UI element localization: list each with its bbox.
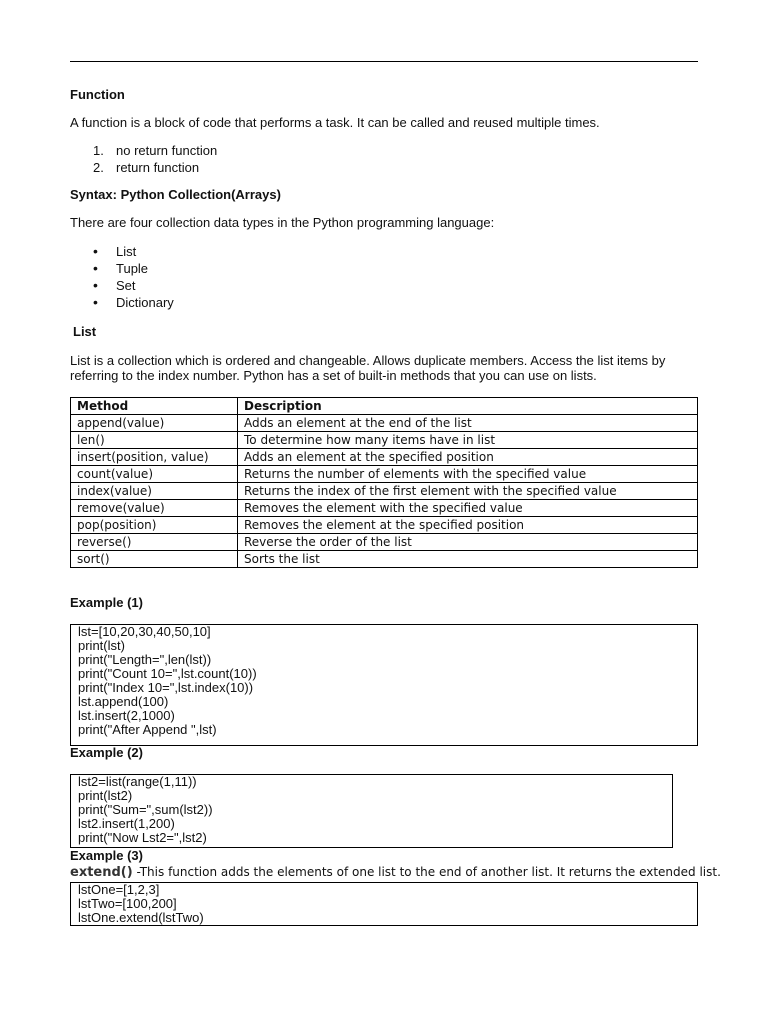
code-line: print("After Append ",lst) [78, 722, 217, 737]
code-line: lst2.insert(1,200) [78, 816, 175, 831]
list-item-text: return function [116, 160, 200, 175]
description-cell: Adds an element at the specified position [238, 449, 698, 466]
function-intro: A function is a block of code that performs a task. It can be called and reused multiple times. [70, 115, 600, 130]
extend-description [70, 864, 721, 881]
list-heading: List [73, 324, 97, 339]
description-cell: Removes the element with the specified value [238, 500, 698, 517]
method-cell: len() [71, 432, 238, 449]
table-row [71, 534, 698, 551]
list-item-text: List [116, 244, 137, 259]
table-row [71, 483, 698, 500]
code-line: print("Length=",len(lst)) [78, 652, 212, 667]
code-line: print("Index 10=",lst.index(10)) [78, 680, 254, 695]
table-row [71, 517, 698, 534]
table-header-row [71, 398, 698, 415]
code-line: print("Sum=",sum(lst2)) [78, 802, 213, 817]
method-cell: append(value) [71, 415, 238, 432]
code-line: lstOne.extend(lstTwo) [78, 910, 204, 925]
example3-code-box [70, 882, 698, 926]
example3-heading: Example (3) [70, 848, 143, 863]
list-item [93, 277, 174, 294]
function-heading: Function [70, 87, 125, 102]
method-cell: count(value) [71, 466, 238, 483]
collection-types-list [93, 243, 174, 311]
function-types-list [93, 142, 218, 176]
list-item-text: Tuple [116, 261, 149, 276]
example2-code-box [70, 774, 673, 848]
list-description-line2: referring to the index number. Python has a set of built-in methods that you can use on lists. [70, 368, 597, 383]
description-cell: Returns the number of elements with the specified value [238, 466, 698, 483]
method-cell: reverse() [71, 534, 238, 551]
top-horizontal-rule [70, 61, 698, 62]
description-cell: Sorts the list [238, 551, 698, 568]
code-line: print("Count 10=",lst.count(10)) [78, 666, 257, 681]
table-row [71, 500, 698, 517]
description-cell: Adds an element at the end of the list [238, 415, 698, 432]
syntax-intro: There are four collection data types in the Python programming language: [70, 215, 495, 230]
bullet-icon: • [93, 243, 98, 259]
code-line: lst=[10,20,30,40,50,10] [78, 624, 211, 639]
code-line: lstTwo=[100,200] [78, 896, 177, 911]
bullet-icon: • [93, 260, 98, 276]
list-item [93, 142, 218, 159]
list-item [93, 243, 174, 260]
column-header-method: Method [71, 398, 238, 415]
list-item [93, 159, 217, 176]
method-cell: insert(position, value) [71, 449, 238, 466]
list-item [93, 260, 174, 277]
list-item-text: Dictionary [116, 295, 174, 310]
syntax-heading: Syntax: Python Collection(Arrays) [70, 187, 281, 202]
list-item-text: no return function [116, 143, 218, 158]
code-line: lst2=list(range(1,11)) [78, 774, 197, 789]
example1-heading: Example (1) [70, 595, 143, 610]
description-cell: Returns the index of the first element with the specified value [238, 483, 698, 500]
example2-heading: Example (2) [70, 745, 143, 760]
list-item [93, 294, 174, 311]
method-cell: remove(value) [71, 500, 238, 517]
code-line: print(lst) [78, 638, 125, 653]
description-cell: Removes the element at the specified position [238, 517, 698, 534]
list-item-text: Set [116, 278, 136, 293]
code-line: lstOne=[1,2,3] [78, 882, 160, 897]
code-line: lst.append(100) [78, 694, 169, 709]
method-cell: index(value) [71, 483, 238, 500]
method-cell: sort() [71, 551, 238, 568]
table-row [71, 415, 698, 432]
list-description-line1: List is a collection which is ordered and changeable. Allows duplicate members. Access the list items by [70, 353, 666, 368]
code-line: print(lst2) [78, 788, 133, 803]
bullet-icon: • [93, 277, 98, 293]
table-row [71, 449, 698, 466]
code-line: print("Now Lst2=",lst2) [78, 830, 207, 845]
extend-function-name: extend() [70, 865, 133, 880]
method-cell: pop(position) [71, 517, 238, 534]
column-header-description: Description [238, 398, 698, 415]
table-row [71, 466, 698, 483]
table-row [71, 551, 698, 568]
list-number: 2. [93, 160, 104, 175]
table-row [71, 432, 698, 449]
list-number: 1. [93, 143, 104, 158]
description-cell: To determine how many items have in list [238, 432, 698, 449]
example1-code-box [70, 624, 698, 746]
bullet-icon: • [93, 294, 98, 310]
extend-function-text: -This function adds the elements of one list to the end of another list. It returns the extended list. [132, 865, 721, 879]
list-methods-table [70, 397, 698, 568]
code-line: lst.insert(2,1000) [78, 708, 175, 723]
description-cell: Reverse the order of the list [238, 534, 698, 551]
